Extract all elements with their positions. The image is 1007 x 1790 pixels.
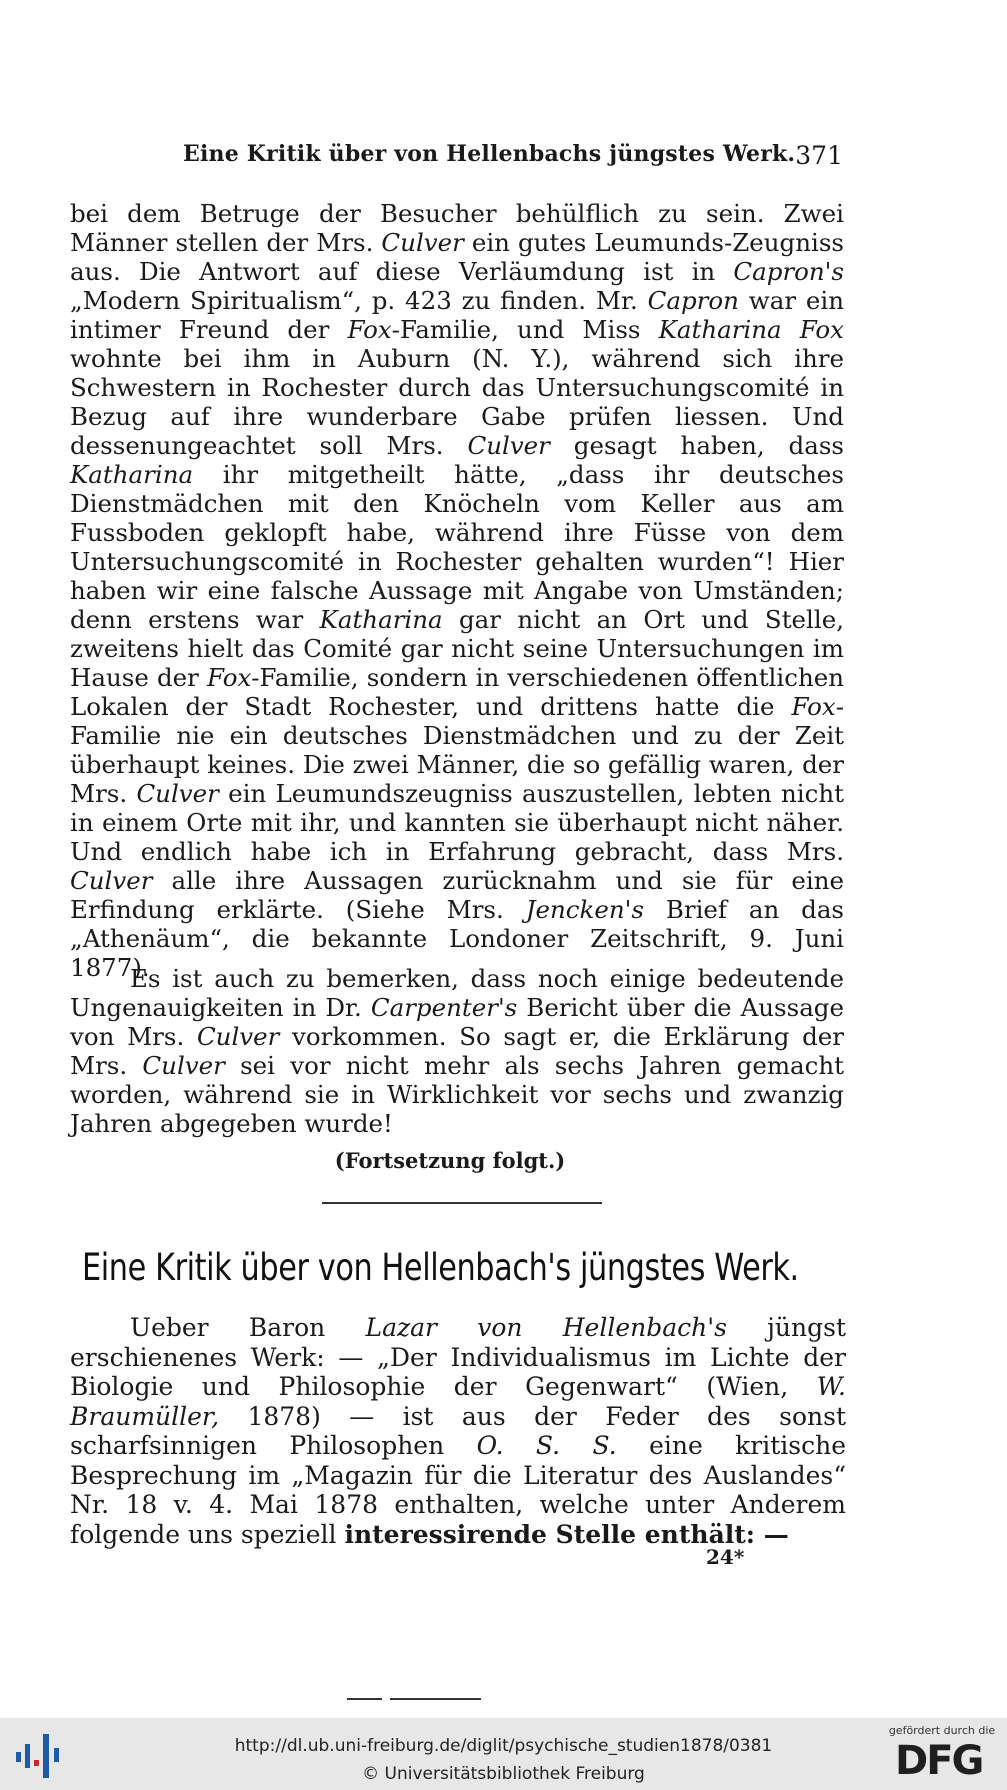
running-title: Eine Kritik über von Hellenbachs jüngstes Werk. <box>183 141 796 167</box>
dfg-caption: gefördert durch die <box>888 1724 996 1737</box>
copyright-notice: © Universitätsbibliothek Freiburg <box>362 1764 645 1784</box>
section-divider <box>322 1202 602 1204</box>
page-header <box>183 141 843 175</box>
sheet-signature: 24* <box>706 1545 745 1569</box>
article-paragraph: Ueber Baron Lazar von Hellenbach's jüngst erschienenes Werk: — „Der Individualismus im Lichte der Biologie und Philosophie der Gegenwart“ (Wien, W. Braumüller, 1878) — ist aus der Feder des sonst scharfsinnigen Philosophen O. S. S. eine kritische Besprechung im „Magazin für die Literatur des Auslandes“ Nr. 18 v. 4. Mai 1878 enthalten, welche unter Anderem folgende uns speziell interessirende Stelle enthält: — <box>70 1313 847 1549</box>
page-number: 371 <box>795 141 843 170</box>
section-title: Eine Kritik über von Hellenbach's jüngstes Werk. <box>82 1246 799 1289</box>
continued-note: (Fortsetzung folgt.) <box>334 1148 566 1173</box>
source-url-link[interactable]: http://dl.ub.uni-freiburg.de/diglit/psychische_studien1878/0381 <box>234 1736 773 1756</box>
footer-bar <box>0 1718 1007 1790</box>
dfg-badge <box>887 1724 997 1786</box>
bottom-divider-gap <box>382 1694 390 1700</box>
continuation-paragraph-1: bei dem Betruge der Besucher behülflich zu sein. Zwei Männer stellen der Mrs. Culver ein gutes Leumunds-Zeugniss aus. Die Antwort auf diese Verläumdung ist in Capron's „Modern Spiritualism“, p. 423 zu finden. Mr. Capron war ein intimer Freund der Fox-Familie, und Miss Katharina Fox wohnte bei ihm in Auburn (N. Y.), während sich ihre Schwestern in Rochester durch das Untersuchungscomité in Bezug auf ihre wunderbare Gabe prüfen liessen. Und dessenungeachtet soll Mrs. Culver gesagt haben, dass Katharina ihr mitgetheilt hätte, „dass ihr deutsches Dienstmädchen mit den Knöcheln vom Keller aus am Fussboden geklopft habe, während ihre Füsse von dem Untersuchungscomité in Rochester gehalten wurden“! Hier haben wir eine falsche Aussage mit Angabe von Umständen; denn erstens war Katharina gar nicht an Ort und Stelle, zweitens hielt das Comité gar nicht seine Untersuchungen im Hause der Fox-Familie, sondern in verschiedenen öffentlichen Lokalen der Stadt Rochester, und drittens hatte die Fox-Familie nie ein deutsches Dienstmädchen und zu der Zeit überhaupt keines. Die zwei Männer, die so gefällig waren, der Mrs. Culver ein Leumundszeugniss auszustellen, lebten nicht in einem Orte mit ihr, und kannten sie überhaupt nicht näher. Und endlich habe ich in Erfahrung gebracht, dass Mrs. Culver alle ihre Aussagen zurücknahm und sie für eine Erfindung erklärte. (Siehe Mrs. Jencken's Brief an das „Athenäum“, die bekannte Londoner Zeitschrift, 9. Juni 1877). <box>70 199 845 982</box>
dfg-logo: DFG <box>895 1738 983 1784</box>
continuation-paragraph-2: Es ist auch zu bemerken, dass noch einige bedeutende Ungenauigkeiten in Dr. Carpenter's Bericht über die Aussage von Mrs. Culver vorkommen. So sagt er, die Erklärung der Mrs. Culver sei vor nicht mehr als sechs Jahren gemacht worden, während sie in Wirklichkeit vor sechs und zwanzig Jahren abgegeben wurde! <box>70 964 845 1138</box>
bottom-divider <box>347 1698 481 1700</box>
